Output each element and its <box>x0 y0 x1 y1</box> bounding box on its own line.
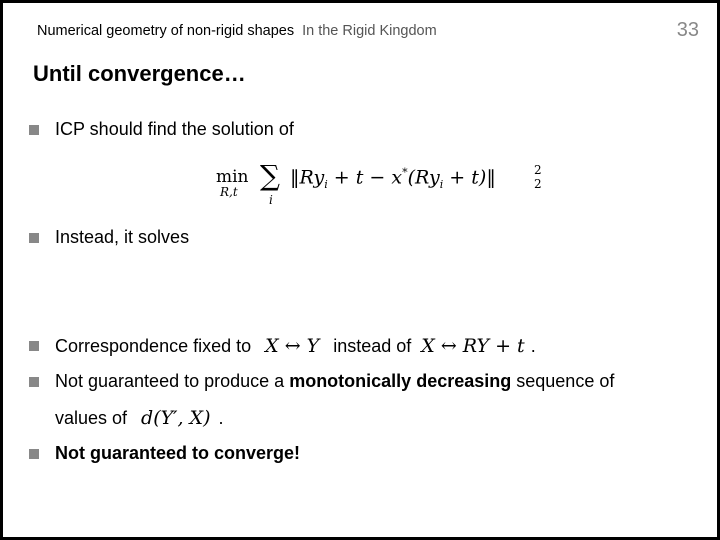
course-title: Numerical geometry of non-rigid shapes <box>37 23 295 39</box>
bullet-bold-text: monotonically decreasing <box>289 371 512 391</box>
norm-subscript: 2 <box>534 177 542 191</box>
bullet-text: values of <box>55 407 128 428</box>
bullet-square-icon <box>29 449 39 459</box>
bullet-text: Not guaranteed to produce a <box>55 371 285 391</box>
norm-superscript: 2 <box>534 163 542 177</box>
min-subscript: R,t <box>220 185 238 199</box>
sum-subscript: i <box>269 193 273 207</box>
bullet-text: Instead, it solves <box>55 227 190 247</box>
math-x-ry-t: X ↔ RY + t <box>421 335 525 357</box>
slide-title: Until convergence… <box>33 61 246 86</box>
bullet-values-of <box>55 407 224 429</box>
bullet-instead-solves <box>29 227 189 248</box>
bullet-square-icon <box>29 233 39 243</box>
slide-header <box>37 23 437 39</box>
bullet-period: . <box>530 335 536 356</box>
bullet-text: sequence of <box>516 371 615 391</box>
page-number: 33 <box>676 19 699 41</box>
bullet-icp-solution <box>29 119 294 140</box>
bullet-square-icon <box>29 341 39 351</box>
bullet-bold-text: Not guaranteed to converge! <box>55 443 301 463</box>
equation-body: $‖Ry_i + t - x^*(Ry_i$ + t)‖ <box>290 166 496 192</box>
bullet-text: Correspondence fixed to <box>55 335 252 356</box>
bullet-correspondence <box>29 335 536 357</box>
bullet-square-icon <box>29 377 39 387</box>
sum-operator: ∑ <box>260 159 280 192</box>
bullet-text: instead of <box>333 335 412 356</box>
math-distance: d(Y′, X) <box>141 407 211 429</box>
min-operator: min <box>216 167 249 187</box>
bullet-not-monotonic <box>29 371 614 392</box>
slide <box>3 3 717 537</box>
bullet-period: . <box>218 407 224 428</box>
section-title: In the Rigid Kingdom <box>302 23 437 39</box>
math-x-y: X ↔ Y <box>265 335 320 357</box>
bullet-square-icon <box>29 125 39 135</box>
bullet-not-converge <box>29 443 300 464</box>
bullet-text: ICP should find the solution of <box>55 119 294 139</box>
